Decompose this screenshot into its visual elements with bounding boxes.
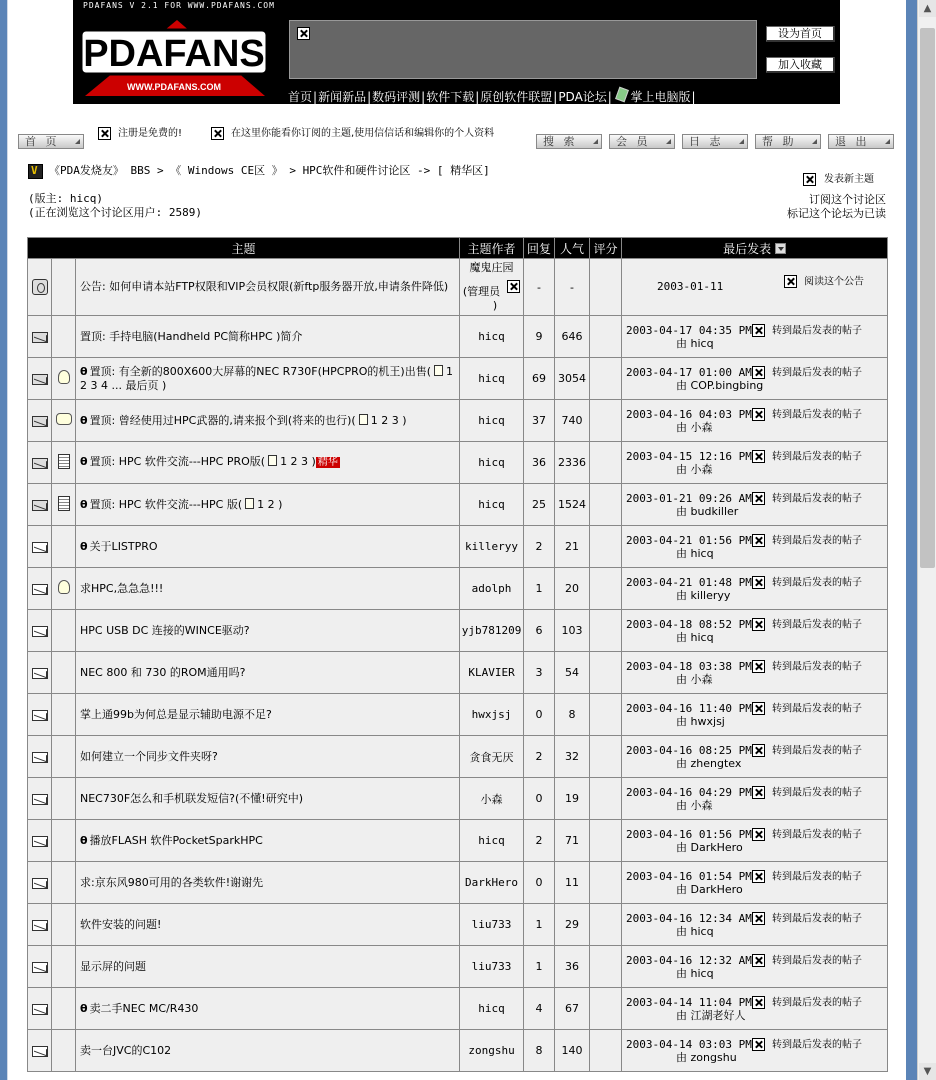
topic-title[interactable]: NEC 800 和 730 的ROM通用吗?	[80, 665, 246, 679]
reply-count: 4	[524, 988, 555, 1030]
last-post-date: 2003-04-16 12:34 AM	[626, 911, 752, 925]
topic-author[interactable]: zongshu	[460, 1030, 524, 1072]
envelope-icon	[32, 962, 48, 973]
broken-image-icon	[752, 576, 765, 589]
pin-marker: θ	[80, 364, 88, 378]
announcement-author[interactable]: 魔鬼庄园 (管理员 )	[460, 259, 524, 316]
col-topic: 主题	[28, 238, 460, 259]
goto-last-post-link[interactable]: 转到最后发表的帖子	[752, 744, 862, 758]
last-post-date: 2003-04-18 03:38 PM	[626, 659, 752, 673]
last-post-by: 由 江湖老好人	[676, 1008, 746, 1022]
topic-author[interactable]: yjb781209	[460, 610, 524, 652]
bulb-icon	[58, 584, 70, 597]
browsing-count: (正在浏览这个讨论区用户: 2589)	[28, 206, 202, 219]
last-post-date: 2003-04-16 08:25 PM	[626, 743, 752, 757]
goto-last-post-link[interactable]: 转到最后发表的帖子	[752, 324, 862, 338]
topic-title[interactable]: 关于LISTPRO	[89, 539, 158, 553]
sort-down-icon[interactable]	[775, 243, 786, 254]
topic-author[interactable]: liu733	[460, 904, 524, 946]
col-replies: 回复	[524, 238, 555, 259]
last-post-by: 由 COP.bingbing	[676, 378, 764, 392]
rating-cell	[590, 526, 622, 568]
pin-marker: θ	[80, 413, 88, 427]
table-header	[28, 238, 888, 259]
topic-title[interactable]: HPC USB DC 连接的WINCE驱动?	[80, 623, 250, 637]
reply-count: 0	[524, 694, 555, 736]
view-count: 54	[555, 652, 590, 694]
reply-count: 9	[524, 316, 555, 358]
help-button[interactable]: 帮 助	[755, 134, 821, 149]
broken-image-icon	[507, 280, 520, 293]
topic-row[interactable]	[28, 988, 888, 1030]
version-text: PDAFANS V 2.1 FOR WWW.PDAFANS.COM	[83, 1, 275, 10]
goto-last-post-link[interactable]: 转到最后发表的帖子	[752, 828, 862, 842]
last-post-by: 由 hicq	[676, 924, 714, 938]
subscribe-info-link[interactable]: 在这里你能看你订阅的主题,使用信信话和编辑你的个人资料	[211, 124, 494, 140]
nav-home[interactable]: 首页	[288, 90, 313, 104]
envelope-icon	[32, 500, 48, 511]
page-list-icon	[245, 498, 254, 509]
scrollbar[interactable]	[917, 0, 936, 1080]
topic-row[interactable]	[28, 484, 888, 526]
broken-image-icon	[752, 744, 765, 757]
topic-author[interactable]: hicq	[460, 484, 524, 526]
envelope-icon	[32, 332, 48, 343]
goto-last-post-link[interactable]: 转到最后发表的帖子	[752, 702, 862, 716]
topic-row[interactable]	[28, 736, 888, 778]
view-count: 740	[555, 400, 590, 442]
topic-row[interactable]	[28, 358, 888, 400]
rating-cell	[590, 316, 622, 358]
reply-count: 0	[524, 862, 555, 904]
topic-author[interactable]: adolph	[460, 568, 524, 610]
pin-marker: θ	[80, 539, 88, 553]
col-rating: 评分	[590, 238, 622, 259]
broken-image-icon	[752, 366, 765, 379]
last-post-by: 由 hicq	[676, 966, 714, 980]
pda-icon	[615, 87, 629, 103]
page	[7, 0, 906, 1080]
topic-row[interactable]	[28, 904, 888, 946]
logo-text: PDAFANS	[83, 33, 265, 75]
topic-title[interactable]: 置顶: HPC 软件交流---HPC PRO版(	[89, 455, 266, 468]
last-post-date: 2003-04-16 01:56 PM	[626, 827, 752, 841]
topic-author[interactable]: KLAVIER	[460, 652, 524, 694]
envelope-icon	[32, 752, 48, 763]
envelope-icon	[32, 878, 48, 889]
nav-review[interactable]: 数码评测	[372, 90, 421, 104]
last-post-date: 2003-04-15 12:16 PM	[626, 449, 752, 463]
topic-row[interactable]	[28, 694, 888, 736]
announcement-date: 2003-01-11	[657, 280, 724, 293]
last-post-by: 由 小森	[676, 798, 713, 812]
topic-title[interactable]: 如何建立一个同步文件夹呀?	[80, 749, 218, 763]
last-post-date: 2003-04-21 01:48 PM	[626, 575, 752, 589]
rating-cell	[590, 862, 622, 904]
topic-author[interactable]: hicq	[460, 400, 524, 442]
envelope-icon	[32, 920, 48, 931]
envelope-icon	[32, 794, 48, 805]
read-announcement-link[interactable]: 阅读这个公告	[784, 275, 864, 289]
new-topic-icon	[803, 173, 816, 186]
rating-cell	[590, 442, 622, 484]
topic-author[interactable]: hicq	[460, 358, 524, 400]
broken-image-icon	[752, 450, 765, 463]
goto-last-post-link[interactable]: 转到最后发表的帖子	[752, 912, 862, 926]
view-count: 8	[555, 694, 590, 736]
page-list-icon	[268, 455, 277, 466]
topic-title[interactable]: NEC730F怎么和手机联发短信?(不懂!研究中)	[80, 791, 304, 805]
rating-cell	[590, 736, 622, 778]
broken-image-icon	[752, 828, 765, 841]
forum-links	[787, 193, 886, 221]
reply-count: 1	[524, 568, 555, 610]
view-count: 67	[555, 988, 590, 1030]
logout-button[interactable]: 退 出	[828, 134, 894, 149]
page-list-icon	[434, 365, 443, 376]
scroll-down-arrow[interactable]: ▼	[919, 1063, 936, 1080]
topic-title[interactable]: 卖二手NEC MC/R430	[89, 1001, 199, 1015]
last-post-by: 由 hwxjsj	[676, 714, 725, 728]
last-post-by: 由 小森	[676, 462, 713, 476]
topic-row[interactable]	[28, 316, 888, 358]
view-count: 2336	[555, 442, 590, 484]
col-last[interactable]: 最后发表	[622, 238, 888, 259]
rating-cell	[590, 988, 622, 1030]
broken-image-icon	[752, 912, 765, 925]
reply-count: 36	[524, 442, 555, 484]
last-post-by: 由 DarkHero	[676, 882, 743, 896]
view-count: 20	[555, 568, 590, 610]
page-links[interactable]: 1 2 3 4 ... 最后页 )	[80, 364, 454, 392]
view-count: 3054	[555, 358, 590, 400]
reply-count: 2	[524, 526, 555, 568]
broken-image-icon	[752, 660, 765, 673]
col-views: 人气	[555, 238, 590, 259]
view-count: 21	[555, 526, 590, 568]
topic-author[interactable]: hicq	[460, 820, 524, 862]
last-post-by: 由 DarkHero	[676, 840, 743, 854]
topic-title[interactable]: 置顶: 手持电脑(Handheld PC简称HPC )简介	[80, 329, 303, 343]
last-post-by: 由 小森	[676, 420, 713, 434]
memo-icon	[58, 459, 70, 472]
essence-badge: 精华	[317, 457, 338, 468]
topic-title[interactable]: 掌上通99b为何总是显示辅助电源不足?	[80, 707, 272, 721]
broken-image-icon	[752, 408, 765, 421]
forum-info	[28, 192, 202, 220]
site-logo[interactable]	[77, 12, 272, 102]
broken-image-icon	[752, 1038, 765, 1051]
envelope-icon	[32, 668, 48, 679]
view-count: 29	[555, 904, 590, 946]
topic-title[interactable]: 求:京东风980可用的各类软件!谢谢先	[80, 875, 264, 889]
view-count: 32	[555, 736, 590, 778]
rating-cell	[590, 610, 622, 652]
last-post-date: 2003-04-14 11:04 PM	[626, 995, 752, 1009]
topic-title[interactable]: 软件安装的问题!	[80, 917, 162, 931]
broken-image-icon	[752, 996, 765, 1009]
topic-row[interactable]	[28, 820, 888, 862]
last-post-by: 由 killeryy	[676, 588, 731, 602]
envelope-icon	[32, 584, 48, 595]
add-favorite-button[interactable]: 加入收藏	[766, 57, 835, 73]
scroll-up-arrow[interactable]: ▲	[919, 0, 936, 17]
last-post-date: 2003-04-17 04:35 PM	[626, 323, 752, 337]
broken-image-icon	[752, 534, 765, 547]
topic-author[interactable]: hicq	[460, 442, 524, 484]
goto-last-post-link[interactable]: 转到最后发表的帖子	[752, 576, 862, 590]
register-link[interactable]: 注册是免费的!	[98, 124, 182, 140]
broken-image-icon	[211, 127, 224, 140]
rating-cell	[590, 778, 622, 820]
topic-title[interactable]: 置顶: 有全新的800X600大屏幕的NEC R730F(HPCPRO的机王)出售(	[89, 364, 432, 378]
view-count: 11	[555, 862, 590, 904]
announcement-title[interactable]: 公告: 如何申请本站FTP权限和VIP会员权限(新ftp服务器开放,申请条件降低)	[76, 259, 460, 316]
topic-author[interactable]: 小森	[460, 778, 524, 820]
reply-count: 1	[524, 904, 555, 946]
view-count: 140	[555, 1030, 590, 1072]
reply-count: 2	[524, 820, 555, 862]
scroll-thumb[interactable]	[920, 28, 935, 568]
last-post-by: 由 小森	[676, 672, 713, 686]
broken-image-icon	[98, 127, 111, 140]
set-home-button[interactable]: 设为首页	[766, 26, 835, 42]
envelope-icon	[32, 836, 48, 847]
memo-icon	[58, 501, 70, 514]
topic-author[interactable]: hicq	[460, 316, 524, 358]
view-count: 103	[555, 610, 590, 652]
topic-table	[27, 237, 888, 1072]
pin-marker: θ	[80, 833, 88, 847]
subscribe-forum-link[interactable]: 订阅这个讨论区	[809, 193, 886, 206]
topic-title[interactable]: 置顶: HPC 软件交流---HPC 版(	[89, 497, 243, 511]
envelope-icon	[32, 626, 48, 637]
rating-cell	[590, 694, 622, 736]
rating-cell	[590, 358, 622, 400]
topic-row[interactable]	[28, 652, 888, 694]
banner-ad[interactable]	[289, 20, 757, 79]
goto-last-post-link[interactable]: 转到最后发表的帖子	[752, 870, 862, 884]
view-count: 646	[555, 316, 590, 358]
view-count: 36	[555, 946, 590, 988]
nav-news[interactable]: 新闻新品	[318, 90, 367, 104]
last-post-date: 2003-04-18 08:52 PM	[626, 617, 752, 631]
reply-count: 1	[524, 946, 555, 988]
broken-image-icon	[752, 324, 765, 337]
topic-row[interactable]	[28, 442, 888, 484]
last-post-date: 2003-04-16 11:40 PM	[626, 701, 752, 715]
page-links[interactable]: 1 2 3 )	[370, 413, 407, 427]
topic-author[interactable]: liu733	[460, 946, 524, 988]
topic-row[interactable]	[28, 568, 888, 610]
reply-count: 69	[524, 358, 555, 400]
broken-image-icon	[752, 954, 765, 967]
goto-last-post-link[interactable]: 转到最后发表的帖子	[752, 618, 862, 632]
logo-url: WWW.PDAFANS.COM	[127, 82, 221, 92]
pin-marker: θ	[80, 497, 88, 511]
topic-title[interactable]: 播放FLASH 软件PocketSparkHPC	[89, 833, 263, 847]
col-author: 主题作者	[460, 238, 524, 259]
announcement-row[interactable]: 公告: 如何申请本站FTP权限和VIP会员权限(新ftp服务器开放,申请条件降低) 魔鬼庄园 (管理员 ) - - 2003-01-11 阅读这个公告	[28, 259, 888, 316]
view-count: 71	[555, 820, 590, 862]
topic-row[interactable]	[28, 400, 888, 442]
view-count: 19	[555, 778, 590, 820]
envelope-icon	[32, 542, 48, 553]
envelope-icon	[32, 416, 48, 427]
envelope-icon	[32, 374, 48, 385]
topic-title[interactable]: 显示屏的问题	[80, 959, 146, 973]
topic-author[interactable]: hicq	[460, 988, 524, 1030]
hand-icon	[56, 415, 72, 428]
breadcrumb[interactable]: V《PDA发烧友》 BBS > 《 Windows CE区 》 > HPC软件和硬件讨论区 -> [ 精华区]	[28, 162, 490, 179]
rating-cell	[590, 946, 622, 988]
nav-download[interactable]: 软件下载	[426, 90, 475, 104]
last-post-date: 2003-04-21 01:56 PM	[626, 533, 752, 547]
reply-count: 6	[524, 610, 555, 652]
last-post-by: 由 hicq	[676, 546, 714, 560]
nav-forum[interactable]: PDA论坛	[558, 90, 607, 104]
topic-row[interactable]	[28, 862, 888, 904]
topic-title[interactable]: 卖一台JVC的C102	[80, 1043, 172, 1057]
topic-row[interactable]	[28, 778, 888, 820]
broken-image-icon	[752, 492, 765, 505]
rating-cell	[590, 1030, 622, 1072]
broken-image-icon	[752, 870, 765, 883]
last-post-date: 2003-04-16 04:29 PM	[626, 785, 752, 799]
goto-last-post-link[interactable]: 转到最后发表的帖子	[752, 954, 862, 968]
top-nav: 首页|新闻新品|数码评测|软件下载|原创软件联盟|PDA论坛| 掌上电脑版|	[288, 88, 697, 105]
envelope-icon	[32, 458, 48, 469]
topic-title[interactable]: 置顶: 曾经使用过HPC武器的,请来报个到(将来的也行)(	[89, 413, 356, 427]
search-button[interactable]: 搜 索	[536, 134, 602, 149]
goto-last-post-link[interactable]: 转到最后发表的帖子	[752, 366, 862, 380]
reply-count: 37	[524, 400, 555, 442]
goto-last-post-link[interactable]: 转到最后发表的帖子	[752, 450, 862, 464]
reply-count: 2	[524, 736, 555, 778]
rating-cell	[590, 484, 622, 526]
topic-row[interactable]	[28, 610, 888, 652]
announcement-icon	[32, 279, 48, 295]
broken-image-icon	[752, 786, 765, 799]
member-button[interactable]: 会 员	[609, 134, 675, 149]
bulb-icon	[58, 374, 70, 387]
last-post-by: 由 budkiller	[676, 504, 739, 518]
forum-logo-icon	[28, 164, 43, 179]
mark-read-link[interactable]: 标记这个论坛为已读	[787, 207, 886, 220]
page-links[interactable]: 1 2 )	[257, 497, 283, 511]
rating-cell	[590, 820, 622, 862]
toolbar	[8, 118, 906, 152]
topic-row[interactable]	[28, 1030, 888, 1072]
last-post-date: 2003-04-16 04:03 PM	[626, 407, 752, 421]
envelope-icon	[32, 1046, 48, 1057]
goto-last-post-link[interactable]: 转到最后发表的帖子	[752, 996, 862, 1010]
moderator-text: (版主: hicq)	[28, 192, 103, 205]
reply-count: 3	[524, 652, 555, 694]
topic-author[interactable]: killeryy	[460, 526, 524, 568]
last-post-by: 由 hicq	[676, 630, 714, 644]
topic-title[interactable]: 求HPC,急急急!!!	[80, 581, 164, 595]
goto-last-post-link[interactable]: 转到最后发表的帖子	[752, 534, 862, 548]
rating-cell	[590, 568, 622, 610]
last-post-by: 由 hicq	[676, 336, 714, 350]
topic-author[interactable]: 贪食无厌	[460, 736, 524, 778]
goto-last-post-link[interactable]: 转到最后发表的帖子	[752, 408, 862, 422]
nav-handheld[interactable]: 掌上电脑版	[630, 90, 691, 104]
page-list-icon	[359, 414, 368, 425]
last-post-by: 由 zongshu	[676, 1050, 737, 1064]
last-post-by: 由 zhengtex	[676, 756, 742, 770]
view-count: 1524	[555, 484, 590, 526]
envelope-icon	[32, 710, 48, 721]
rating-cell	[590, 400, 622, 442]
topic-author[interactable]: DarkHero	[460, 862, 524, 904]
home-button[interactable]: 首 页	[18, 134, 84, 149]
goto-last-post-link[interactable]: 转到最后发表的帖子	[752, 492, 862, 506]
last-post-date: 2003-04-16 12:32 AM	[626, 953, 752, 967]
pin-marker: θ	[80, 1001, 88, 1015]
new-topic-button[interactable]: 发表新主题	[803, 170, 874, 186]
broken-image-icon	[752, 618, 765, 631]
reply-count: 25	[524, 484, 555, 526]
reply-count: 8	[524, 1030, 555, 1072]
envelope-icon	[32, 1004, 48, 1015]
nav-union[interactable]: 原创软件联盟	[480, 90, 553, 104]
goto-last-post-link[interactable]: 转到最后发表的帖子	[752, 786, 862, 800]
site-header	[73, 0, 840, 104]
topic-author[interactable]: hwxjsj	[460, 694, 524, 736]
broken-image-icon	[752, 702, 765, 715]
rating-cell	[590, 652, 622, 694]
topic-row[interactable]	[28, 946, 888, 988]
log-button[interactable]: 日 志	[682, 134, 748, 149]
goto-last-post-link[interactable]: 转到最后发表的帖子	[752, 1038, 862, 1052]
rating-cell	[590, 904, 622, 946]
last-post-date: 2003-04-14 03:03 PM	[626, 1037, 752, 1051]
pin-marker: θ	[80, 455, 88, 468]
goto-last-post-link[interactable]: 转到最后发表的帖子	[752, 660, 862, 674]
topic-row[interactable]	[28, 526, 888, 568]
broken-image-icon	[784, 275, 797, 288]
page-links[interactable]: 1 2 3 )	[280, 455, 316, 468]
broken-image-icon	[297, 27, 310, 40]
last-post-date: 2003-01-21 09:26 AM	[626, 491, 752, 505]
reply-count: 0	[524, 778, 555, 820]
last-post-date: 2003-04-17 01:00 AM	[626, 365, 752, 379]
last-post-date: 2003-04-16 01:54 PM	[626, 869, 752, 883]
